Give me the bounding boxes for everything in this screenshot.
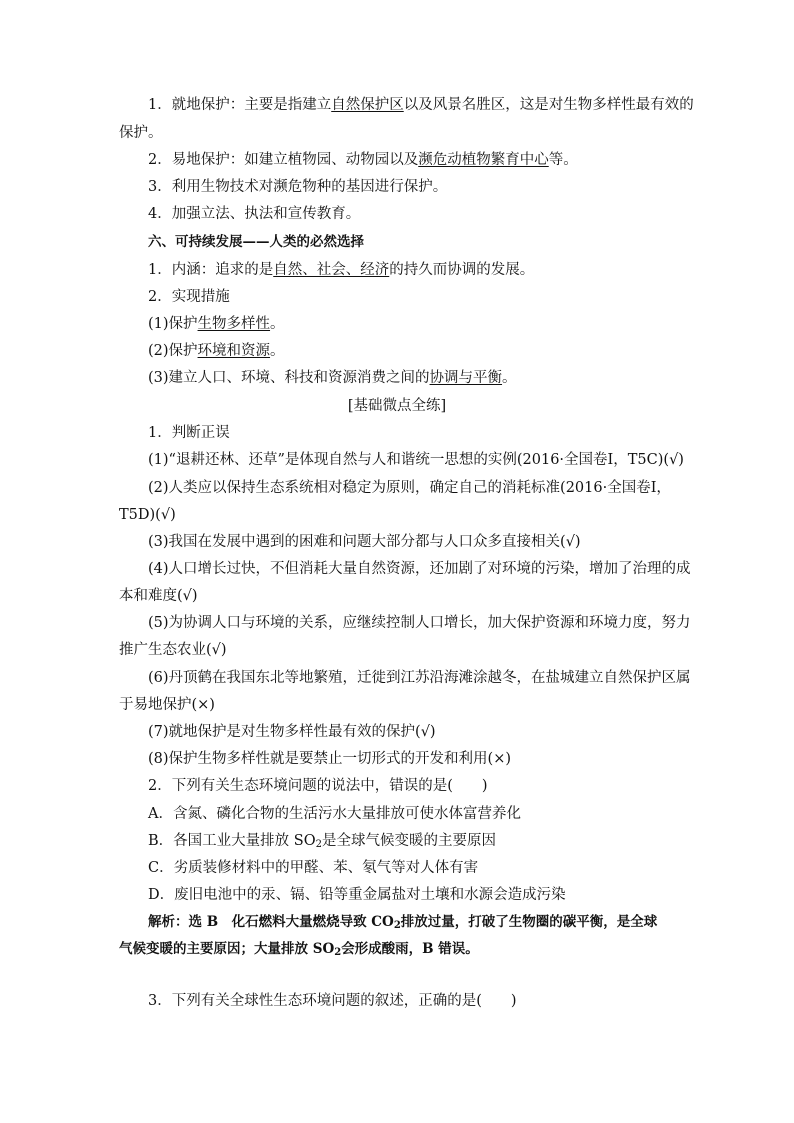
exercise-section-title: [基础微点全练] <box>347 398 447 414</box>
judgment-5-line-1: (5)为协调人口与环境的关系，应继续控制人口增长，加大保护资源和环境力度，努力 <box>148 615 691 631</box>
judgment-4-line-2: 本和难度(√) <box>119 588 198 604</box>
judgment-8: (8)保护生物多样性就是要禁止一切形式的开发和利用(×) <box>148 751 512 767</box>
sustainable-point-1: 1．内涵：追求的是自然、社会、经济的持久而协调的发展。 <box>148 262 535 278</box>
underlined-term: 自然、社会、经济 <box>273 262 390 278</box>
underlined-term: 濒危动植物繁育中心 <box>418 152 549 168</box>
measure-3: (3)建立人口、环境、科技和资源消费之间的协调与平衡。 <box>148 370 517 386</box>
question-2-option-c: C．劣质装修材料中的甲醛、苯、氡气等对人体有害 <box>148 860 479 876</box>
point-3: 3．利用生物技术对濒危物种的基因进行保护。 <box>148 179 448 195</box>
question-2-option-b: B．各国工业大量排放 $SO_2$是全球气候变暖的主要原因 <box>148 833 496 850</box>
point-4: 4．加强立法、执法和宣传教育。 <box>148 206 361 222</box>
judgment-3: (3)我国在发展中遇到的困难和问题大部分都与人口众多直接相关(√) <box>148 534 581 550</box>
section-heading-6: 六、可持续发展——人类的必然选择 <box>148 234 364 250</box>
question-3-stem: 3．下列有关全球性生态环境问题的叙述，正确的是( ) <box>148 993 517 1009</box>
analysis-line-1: 解析：选 B 化石燃料大量燃烧导致 $CO_2$排放过量，打破了生物圈的碳平衡，是全球 <box>148 914 658 931</box>
point-1-line-2: 保护。 <box>119 125 163 141</box>
judgment-2-line-1: (2)人类应以保持生态系统相对稳定为原则，确定自己的消耗标准(2016·全国卷Ⅰ， <box>148 480 671 496</box>
judgment-4-line-1: (4)人口增长过快，不但消耗大量自然资源，还加剧了对环境的污染，增加了治理的成 <box>148 561 691 577</box>
judgment-2-line-2: T5D)(√) <box>119 507 176 523</box>
measure-1: (1)保护生物多样性。 <box>148 316 285 332</box>
judgment-5-line-2: 推广生态农业(√) <box>119 642 227 658</box>
underlined-term: 协调与平衡 <box>429 370 503 386</box>
judgment-7: (7)就地保护是对生物多样性最有效的保护(√) <box>148 724 436 740</box>
question-2-option-a: A．含氮、磷化合物的生活污水大量排放可使水体富营养化 <box>148 806 521 822</box>
underlined-term: 生物多样性 <box>197 316 271 332</box>
question-2-option-d: D．废旧电池中的汞、镉、铅等重金属盐对土壤和水源会造成污染 <box>148 887 566 903</box>
underlined-term: 环境和资源 <box>197 343 271 359</box>
analysis-line-2: 气候变暖的主要原因；大量排放 $SO_2$会形成酸雨，B 错误。 <box>119 941 479 958</box>
point-2: 2．易地保护：如建立植物园、动物园以及濒危动植物繁育中心等。 <box>148 152 578 168</box>
underlined-term: 自然保护区 <box>331 97 404 113</box>
sustainable-point-2: 2．实现措施 <box>148 289 230 305</box>
question-2-stem: 2．下列有关生态环境问题的说法中，错误的是( ) <box>148 778 488 794</box>
judgment-6-line-2: 于易地保护(×) <box>119 697 215 713</box>
point-1-line-1: 1．就地保护：主要是指建立自然保护区以及风景名胜区，这是对生物多样性最有效的 <box>148 97 694 113</box>
judgment-6-line-1: (6)丹顶鹤在我国东北等地繁殖，迁徙到江苏沿海滩涂越冬，在盐城建立自然保护区属 <box>148 670 691 686</box>
question-1-title: 1．判断正误 <box>148 425 230 441</box>
measure-2: (2)保护环境和资源。 <box>148 343 285 359</box>
judgment-1: (1)“退耕还林、还草”是体现自然与人和谐统一思想的实例(2016·全国卷Ⅰ，T5C)(√) <box>148 452 684 468</box>
